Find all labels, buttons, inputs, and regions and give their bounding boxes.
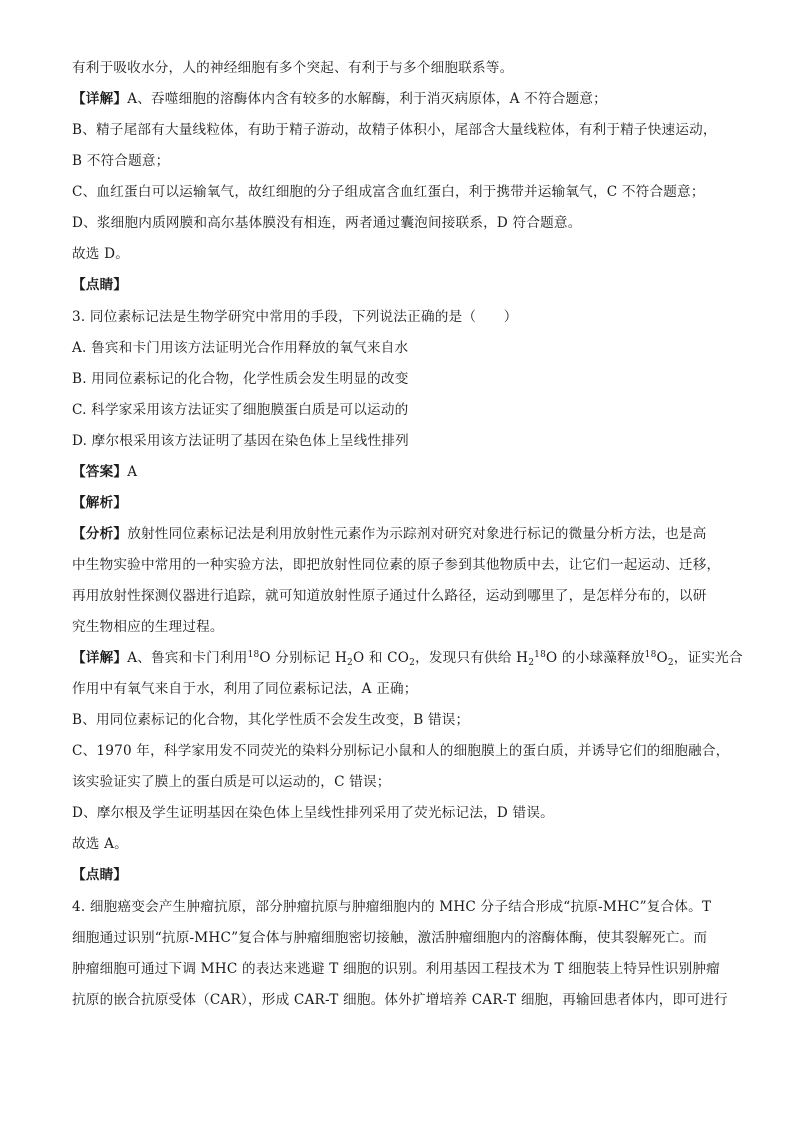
prev-detail-a-text: A、吞噬细胞的溶酶体内含有较多的水解酶，利于消灭病原体，A 不符合题意； [127, 91, 607, 107]
fenxi-tag: 【分析】 [72, 526, 128, 542]
q3-point-tag [72, 865, 722, 897]
q3-detail-c1: C、1970 年，科学家用发不同荧光的染料分别标记小鼠和人的细胞膜上的蛋白质，并诱导它们的细胞融合， [72, 743, 730, 759]
q3-detail-b: B、用同位素标记的化合物，其化学性质不会发生改变，B 错误； [72, 712, 470, 728]
q3-answer [72, 462, 722, 493]
detail-tag: 【详解】 [72, 91, 128, 107]
point-tag: 【点睛】 [72, 867, 128, 883]
detail-a-part: ，证实光合 [673, 650, 743, 666]
analysis-tag: 【解析】 [72, 495, 128, 511]
q3-fenxi-3: 再用放射性探测仪器进行追踪，就可知道放射性原子通过什么路径，运动到哪里了，是怎样分布的，以研 [72, 588, 707, 604]
q3-option-b: B. 用同位素标记的化合物，化学性质会发生明显的改变 [72, 371, 409, 387]
fenxi-text-1: 放射性同位素标记法是利用放射性元素作为示踪剂对研究对象进行标记的微量分析方法，也是高 [127, 526, 707, 542]
prev-choose: 故选 D。 [72, 246, 130, 262]
q3-option-c: C. 科学家采用该方法证实了细胞膜蛋白质是可以运动的 [72, 402, 409, 418]
q4-line-4: 抗原的嵌合抗原受体（CAR），形成 CAR-T 细胞。体外扩增培养 CAR-T 细胞，再输回患者体内，即可进行 [72, 992, 728, 1008]
q3-detail-a-line2: 作用中有氧气来自于水，利用了同位素标记法，A 正确； [72, 681, 418, 697]
detail-a-part: ，发现只有供给 H [415, 650, 529, 666]
subscript: 2 [528, 658, 535, 668]
q3-analysis-tag [72, 493, 722, 524]
q3-detail-c2: 该实验证实了膜上的蛋白质是可以运动的，C 错误； [72, 774, 391, 790]
prev-detail-b1: B、精子尾部有大量线粒体，有助于精子游动，故精子体积小，尾部含大量线粒体，有利于精子快速运动， [72, 122, 717, 138]
prev-detail-a [72, 89, 722, 120]
q3-detail-d: D、摩尔根及学生证明基因在染色体上呈线性排列采用了荧光标记法，D 错误。 [72, 805, 554, 821]
detail-a-part: O 和 CO [352, 650, 410, 666]
q3-fenxi-1 [72, 524, 722, 555]
prev-detail-d: D、浆细胞内质网膜和高尔基体膜没有相连，两者通过囊泡间接联系，D 符合题意。 [72, 215, 582, 231]
subscript: 2 [667, 658, 674, 668]
q4-line-2: 细胞通过识别“抗原-MHC”复合体与肿瘤细胞密切接触，激活肿瘤细胞内的溶酶体酶，使其裂解死亡。而 [72, 930, 708, 946]
prev-point-tag [72, 275, 722, 307]
detail-tag: 【详解】 [72, 650, 128, 666]
prev-detail-b2: B 不符合题意； [72, 153, 170, 169]
q3-choose: 故选 A。 [72, 836, 128, 852]
q3-detail-a [72, 648, 743, 679]
q3-option-a: A. 鲁宾和卡门用该方法证明光合作用释放的氧气来自水 [72, 340, 409, 356]
q3-option-d: D. 摩尔根采用该方法证明了基因在染色体上呈线性排列 [72, 433, 409, 449]
prev-continuation: 有利于吸收水分，人的神经细胞有多个突起、有利于与多个细胞联系等。 [72, 60, 514, 76]
q3-fenxi-4: 究生物相应的生理过程。 [72, 619, 224, 635]
point-tag: 【点睛】 [72, 277, 128, 293]
q3-fenxi-2: 中生物实验中常用的一种实验方法，即把放射性同位素的原子参到其他物质中去，让它们一起运动、迁移， [72, 557, 721, 573]
isotope-mass: 18 [534, 650, 546, 660]
answer-tag: 【答案】 [72, 464, 128, 480]
detail-a-part: A、鲁宾和卡门利用 [127, 650, 248, 666]
q4-line-3: 肿瘤细胞可通过下调 MHC 的表达来逃避 T 细胞的识别。利用基因工程技术为 T 细胞装上特异性识别肿瘤 [72, 961, 720, 977]
answer-value: A [127, 464, 138, 480]
subscript: 2 [409, 658, 416, 668]
detail-a-part: O [656, 650, 668, 666]
subscript: 2 [347, 658, 353, 668]
isotope-mass: 18 [644, 650, 657, 660]
detail-a-part: O 的小球藻释放 [546, 650, 645, 666]
detail-a-part: O 分别标记 H [259, 650, 348, 666]
isotope-mass: 18 [247, 650, 260, 660]
q4-line-1: 4. 细胞癌变会产生肿瘤抗原，部分肿瘤抗原与肿瘤细胞内的 MHC 分子结合形成“抗原-MHC”复合体。T [72, 899, 712, 915]
document-page [72, 58, 743, 1021]
prev-detail-c: C、血红蛋白可以运输氧气，故红细胞的分子组成富含血红蛋白，利于携带并运输氧气，C 不符合题意； [72, 184, 705, 200]
q3-stem: 3. 同位素标记法是生物学研究中常用的手段，下列说法正确的是（ ） [72, 309, 518, 325]
